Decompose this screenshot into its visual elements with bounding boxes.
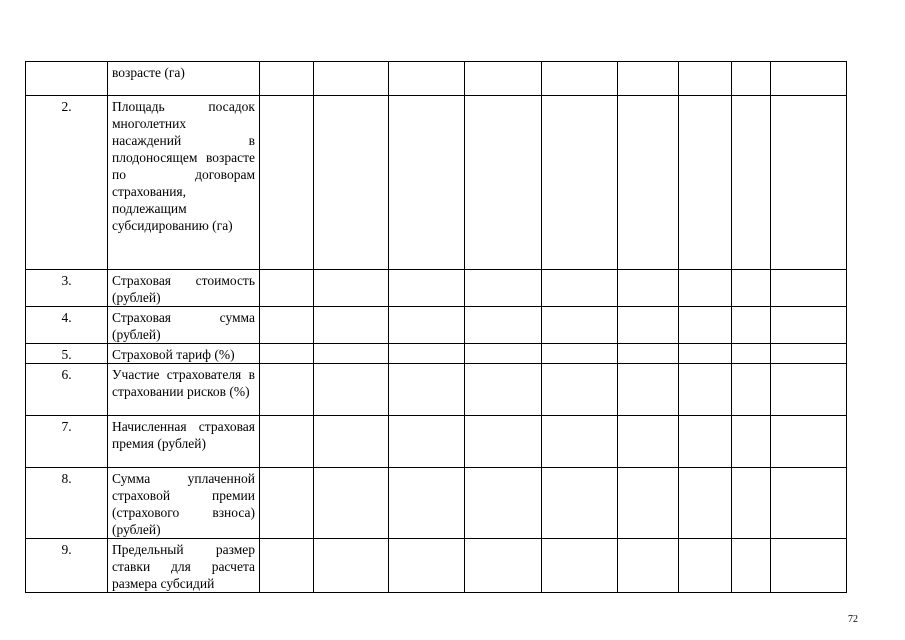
value-cell <box>771 307 847 344</box>
value-cell <box>618 416 679 468</box>
value-cell <box>771 416 847 468</box>
value-cell <box>260 364 314 416</box>
value-cell <box>465 270 542 307</box>
table-row <box>26 344 847 364</box>
value-cell <box>314 364 389 416</box>
row-name-cell: Страховая стоимость (рублей) <box>108 270 260 307</box>
value-cell <box>542 344 618 364</box>
value-cell <box>314 539 389 593</box>
value-cell <box>771 270 847 307</box>
value-cell <box>389 344 465 364</box>
value-cell <box>260 539 314 593</box>
value-cell <box>679 307 732 344</box>
value-cell <box>618 62 679 96</box>
value-cell <box>542 468 618 539</box>
row-number-cell: 4. <box>26 307 108 344</box>
value-cell <box>260 270 314 307</box>
row-name-cell: Начисленная страховая премия (рублей) <box>108 416 260 468</box>
value-cell <box>732 364 771 416</box>
value-cell <box>314 270 389 307</box>
value-cell <box>260 307 314 344</box>
table-row <box>26 364 847 416</box>
value-cell <box>679 416 732 468</box>
value-cell <box>771 468 847 539</box>
value-cell <box>732 539 771 593</box>
row-number-cell <box>26 62 108 96</box>
row-number-cell: 3. <box>26 270 108 307</box>
table-body <box>26 62 847 593</box>
value-cell <box>732 416 771 468</box>
value-cell <box>679 62 732 96</box>
value-cell <box>260 416 314 468</box>
row-name-cell: Страховая сумма (рублей) <box>108 307 260 344</box>
row-name-cell: Участие страхователя в страховании рисков (%) <box>108 364 260 416</box>
value-cell <box>732 62 771 96</box>
value-cell <box>314 344 389 364</box>
value-cell <box>679 364 732 416</box>
value-cell <box>679 539 732 593</box>
value-cell <box>542 270 618 307</box>
row-number-cell: 5. <box>26 344 108 364</box>
value-cell <box>389 416 465 468</box>
value-cell <box>465 344 542 364</box>
value-cell <box>314 62 389 96</box>
value-cell <box>542 416 618 468</box>
row-number-cell: 7. <box>26 416 108 468</box>
value-cell <box>542 539 618 593</box>
value-cell <box>732 96 771 270</box>
value-cell <box>679 344 732 364</box>
value-cell <box>260 468 314 539</box>
value-cell <box>618 468 679 539</box>
value-cell <box>389 270 465 307</box>
row-name-cell: Страховой тариф (%) <box>108 344 260 364</box>
row-number-cell: 6. <box>26 364 108 416</box>
value-cell <box>260 96 314 270</box>
value-cell <box>771 62 847 96</box>
page-number: 72 <box>848 614 858 625</box>
row-number-cell: 8. <box>26 468 108 539</box>
value-cell <box>314 416 389 468</box>
table-row <box>26 416 847 468</box>
value-cell <box>618 270 679 307</box>
table-row <box>26 307 847 344</box>
value-cell <box>314 96 389 270</box>
value-cell <box>465 539 542 593</box>
value-cell <box>618 364 679 416</box>
table-row <box>26 62 847 96</box>
value-cell <box>618 96 679 270</box>
value-cell <box>618 344 679 364</box>
value-cell <box>732 307 771 344</box>
insurance-table <box>25 61 847 593</box>
value-cell <box>771 364 847 416</box>
value-cell <box>260 62 314 96</box>
value-cell <box>389 96 465 270</box>
value-cell <box>465 62 542 96</box>
row-name-cell: возрасте (га) <box>108 62 260 96</box>
value-cell <box>732 468 771 539</box>
value-cell <box>465 364 542 416</box>
value-cell <box>465 307 542 344</box>
value-cell <box>771 344 847 364</box>
value-cell <box>389 307 465 344</box>
row-number-cell: 2. <box>26 96 108 270</box>
value-cell <box>732 270 771 307</box>
value-cell <box>771 96 847 270</box>
row-name-cell: Сумма уплаченной страховой премии (страхового взноса) (рублей) <box>108 468 260 539</box>
value-cell <box>314 307 389 344</box>
value-cell <box>679 468 732 539</box>
value-cell <box>389 364 465 416</box>
value-cell <box>465 416 542 468</box>
value-cell <box>542 307 618 344</box>
value-cell <box>389 468 465 539</box>
value-cell <box>542 62 618 96</box>
value-cell <box>679 96 732 270</box>
value-cell <box>542 96 618 270</box>
row-name-cell: Предельный размер ставки для расчета размера субсидий <box>108 539 260 593</box>
value-cell <box>542 364 618 416</box>
value-cell <box>389 539 465 593</box>
table-row <box>26 539 847 593</box>
table-row <box>26 96 847 270</box>
table-row <box>26 468 847 539</box>
value-cell <box>389 62 465 96</box>
value-cell <box>618 539 679 593</box>
row-name-cell: Площадь посадок многолетних насаждений в плодоносящем возрасте по договорам страхования, подлежащим субсидированию (га) <box>108 96 260 270</box>
value-cell <box>771 539 847 593</box>
value-cell <box>465 96 542 270</box>
value-cell <box>465 468 542 539</box>
value-cell <box>314 468 389 539</box>
value-cell <box>618 307 679 344</box>
value-cell <box>679 270 732 307</box>
value-cell <box>260 344 314 364</box>
value-cell <box>732 344 771 364</box>
row-number-cell: 9. <box>26 539 108 593</box>
table-row <box>26 270 847 307</box>
